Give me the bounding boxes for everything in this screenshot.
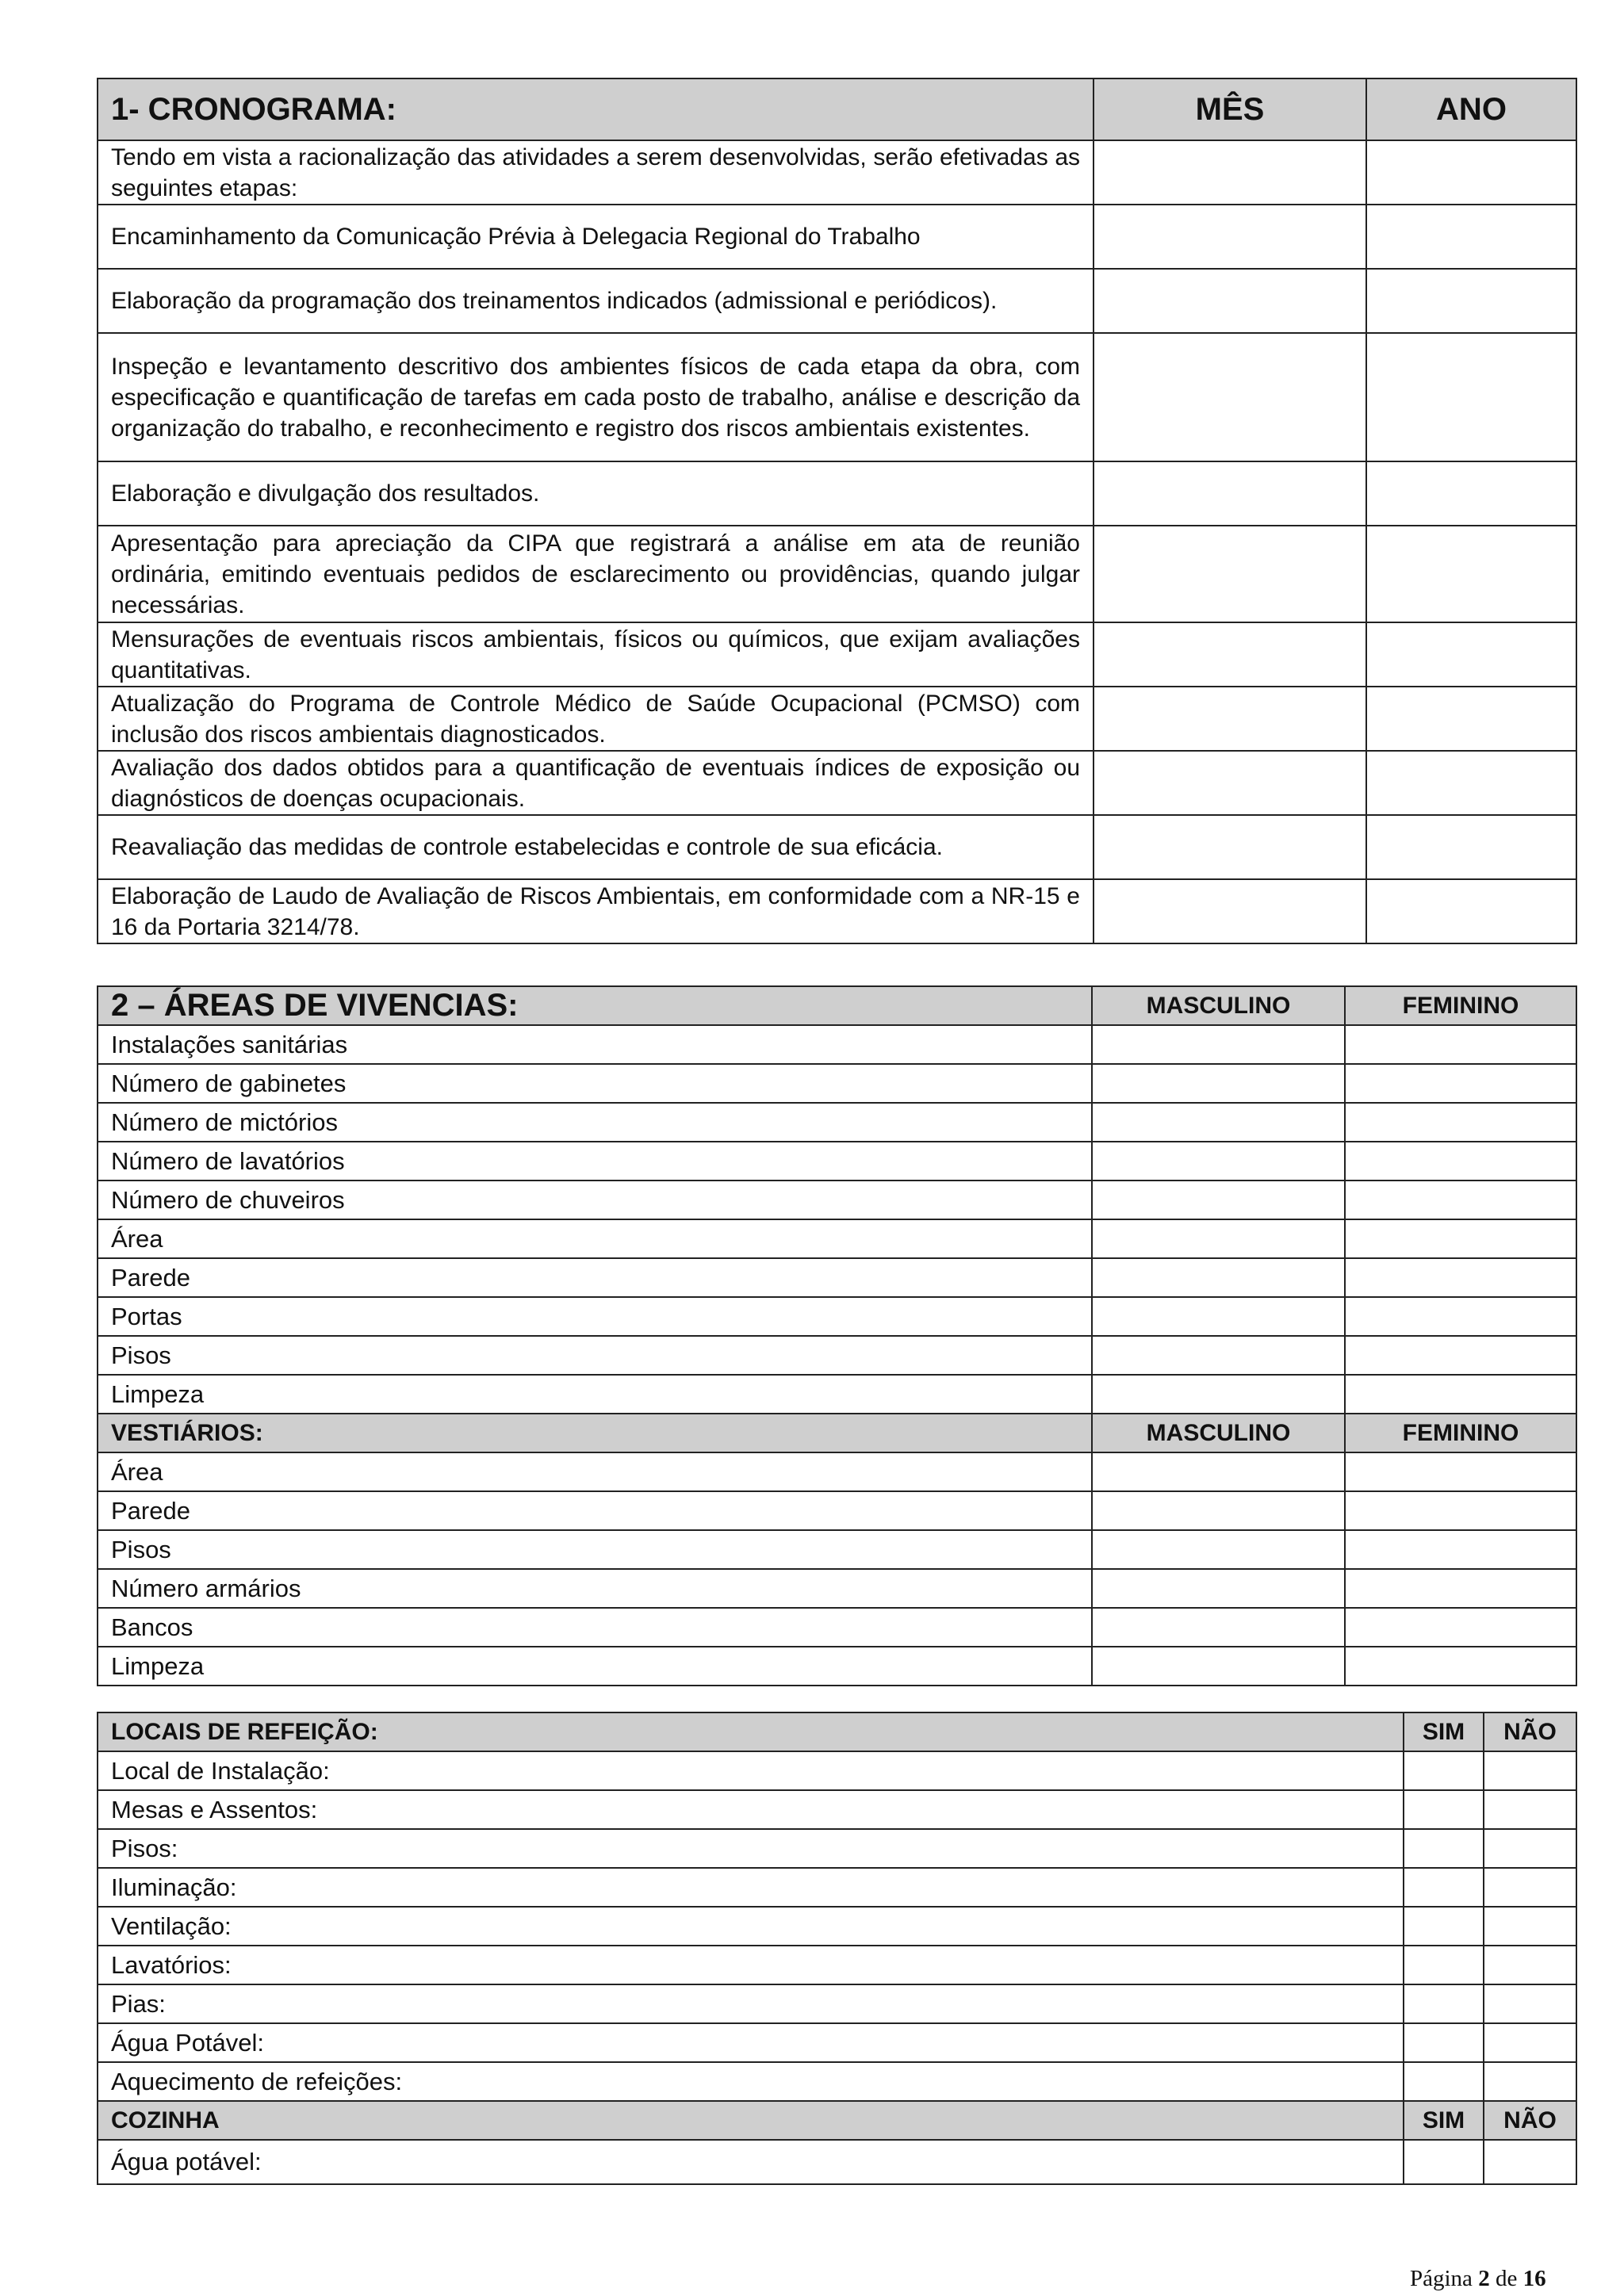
ano-cell[interactable] (1366, 140, 1576, 205)
table-row (98, 2023, 1576, 2062)
mes-cell[interactable] (1094, 879, 1366, 943)
mes-cell[interactable] (1094, 687, 1366, 751)
sim-cell[interactable] (1404, 2140, 1484, 2184)
table-row (98, 815, 1576, 879)
page-footer (1410, 2266, 1546, 2292)
refeicao-item: Lavatórios: (98, 1946, 1404, 1984)
ano-cell[interactable] (1366, 205, 1576, 269)
ano-cell[interactable] (1366, 622, 1576, 687)
nao-cell[interactable] (1484, 1946, 1576, 1984)
feminino-cell[interactable] (1345, 1452, 1576, 1491)
feminino-cell[interactable] (1345, 1608, 1576, 1647)
ano-cell[interactable] (1366, 815, 1576, 879)
masculino-cell[interactable] (1092, 1608, 1345, 1647)
masculino-cell[interactable] (1092, 1647, 1345, 1686)
refeicao-table (97, 1712, 1577, 2185)
table-row (98, 1297, 1576, 1336)
refeicao-item: Água Potável: (98, 2023, 1404, 2062)
col-feminino: FEMININO (1345, 986, 1576, 1025)
masculino-cell[interactable] (1092, 1064, 1345, 1103)
sim-cell[interactable] (1404, 1946, 1484, 1984)
feminino-cell[interactable] (1345, 1336, 1576, 1375)
cronograma-step: Atualização do Programa de Controle Médico de Saúde Ocupacional (PCMSO) com inclusão dos riscos ambientais diagnosticados. (98, 687, 1094, 751)
col-sim: SIM (1404, 2101, 1484, 2140)
feminino-cell[interactable] (1345, 1025, 1576, 1064)
footer-of: de (1495, 2266, 1518, 2291)
vestiario-item: Área (98, 1452, 1092, 1491)
feminino-cell[interactable] (1345, 1569, 1576, 1608)
feminino-cell[interactable] (1345, 1181, 1576, 1219)
table-row (98, 1530, 1576, 1569)
cozinha-header (98, 2101, 1576, 2140)
areas-title: 2 – ÁREAS DE VIVENCIAS: (98, 986, 1092, 1025)
cronograma-step: Elaboração de Laudo de Avaliação de Riscos Ambientais, em conformidade com a NR-15 e 16 da Portaria 3214/78. (98, 879, 1094, 943)
cronograma-step: Apresentação para apreciação da CIPA que registrará a análise em ata de reunião ordinária, emitindo eventuais pedidos de esclarecimento ou providências, quando julgar necessárias. (98, 526, 1094, 622)
col-mes: MÊS (1094, 78, 1366, 140)
table-row (98, 1181, 1576, 1219)
area-item: Número de mictórios (98, 1103, 1092, 1142)
mes-cell[interactable] (1094, 269, 1366, 333)
area-item: Limpeza (98, 1375, 1092, 1414)
table-row (98, 1064, 1576, 1103)
refeicao-title: LOCAIS DE REFEIÇÃO: (98, 1712, 1404, 1751)
table-row (98, 461, 1576, 526)
feminino-cell[interactable] (1345, 1297, 1576, 1336)
col-ano: ANO (1366, 78, 1576, 140)
col-sim: SIM (1404, 1712, 1484, 1751)
table-row (98, 1984, 1576, 2023)
feminino-cell[interactable] (1345, 1491, 1576, 1530)
nao-cell[interactable] (1484, 1790, 1576, 1829)
area-item: Área (98, 1219, 1092, 1258)
cronograma-step: Reavaliação das medidas de controle estabelecidas e controle de sua eficácia. (98, 815, 1094, 879)
total-pages: 16 (1522, 2266, 1546, 2291)
col-nao: NÃO (1484, 2101, 1576, 2140)
area-item: Número de lavatórios (98, 1142, 1092, 1181)
sim-cell[interactable] (1404, 1790, 1484, 1829)
table-row (98, 1829, 1576, 1868)
ano-cell[interactable] (1366, 333, 1576, 461)
col-masculino: MASCULINO (1092, 1414, 1345, 1452)
table-row (98, 1946, 1576, 1984)
vestiarios-title: VESTIÁRIOS: (98, 1414, 1092, 1452)
ano-cell[interactable] (1366, 751, 1576, 815)
table-row (98, 1219, 1576, 1258)
nao-cell[interactable] (1484, 2140, 1576, 2184)
area-item: Instalações sanitárias (98, 1025, 1092, 1064)
cozinha-item: Água potável: (98, 2140, 1404, 2184)
cronograma-header (98, 78, 1576, 140)
sim-cell[interactable] (1404, 2062, 1484, 2101)
table-row (98, 1790, 1576, 1829)
mes-cell[interactable] (1094, 461, 1366, 526)
table-row (98, 1569, 1576, 1608)
cozinha-title: COZINHA (98, 2101, 1404, 2140)
mes-cell[interactable] (1094, 333, 1366, 461)
nao-cell[interactable] (1484, 1751, 1576, 1790)
masculino-cell[interactable] (1092, 1142, 1345, 1181)
areas-header (98, 986, 1576, 1025)
table-row (98, 751, 1576, 815)
area-item: Número de gabinetes (98, 1064, 1092, 1103)
feminino-cell[interactable] (1345, 1064, 1576, 1103)
cronograma-step: Elaboração da programação dos treinamentos indicados (admissional e periódicos). (98, 269, 1094, 333)
mes-cell[interactable] (1094, 140, 1366, 205)
sim-cell[interactable] (1404, 2023, 1484, 2062)
refeicao-item: Pias: (98, 1984, 1404, 2023)
nao-cell[interactable] (1484, 1907, 1576, 1946)
refeicao-item: Pisos: (98, 1829, 1404, 1868)
feminino-cell[interactable] (1345, 1219, 1576, 1258)
table-row (98, 140, 1576, 205)
masculino-cell[interactable] (1092, 1569, 1345, 1608)
refeicao-item: Ventilação: (98, 1907, 1404, 1946)
sim-cell[interactable] (1404, 1907, 1484, 1946)
area-item: Portas (98, 1297, 1092, 1336)
sim-cell[interactable] (1404, 1751, 1484, 1790)
table-row (98, 269, 1576, 333)
table-row (98, 879, 1576, 943)
masculino-cell[interactable] (1092, 1375, 1345, 1414)
ano-cell[interactable] (1366, 461, 1576, 526)
col-nao: NÃO (1484, 1712, 1576, 1751)
table-row (98, 2062, 1576, 2101)
table-row (98, 333, 1576, 461)
refeicao-item: Mesas e Assentos: (98, 1790, 1404, 1829)
mes-cell[interactable] (1094, 622, 1366, 687)
vestiario-item: Bancos (98, 1608, 1092, 1647)
mes-cell[interactable] (1094, 751, 1366, 815)
area-item: Pisos (98, 1336, 1092, 1375)
mes-cell[interactable] (1094, 205, 1366, 269)
mes-cell[interactable] (1094, 815, 1366, 879)
table-row (98, 1336, 1576, 1375)
table-row (98, 1103, 1576, 1142)
ano-cell[interactable] (1366, 526, 1576, 622)
masculino-cell[interactable] (1092, 1103, 1345, 1142)
nao-cell[interactable] (1484, 2023, 1576, 2062)
feminino-cell[interactable] (1345, 1647, 1576, 1686)
vestiarios-header (98, 1414, 1576, 1452)
table-row (98, 687, 1576, 751)
masculino-cell[interactable] (1092, 1452, 1345, 1491)
table-row (98, 1608, 1576, 1647)
refeicao-header (98, 1712, 1576, 1751)
masculino-cell[interactable] (1092, 1219, 1345, 1258)
table-row (98, 1452, 1576, 1491)
table-row (98, 1025, 1576, 1064)
ano-cell[interactable] (1366, 687, 1576, 751)
feminino-cell[interactable] (1345, 1530, 1576, 1569)
nao-cell[interactable] (1484, 1868, 1576, 1907)
vestiario-item: Limpeza (98, 1647, 1092, 1686)
masculino-cell[interactable] (1092, 1491, 1345, 1530)
col-masculino: MASCULINO (1092, 986, 1345, 1025)
sim-cell[interactable] (1404, 1868, 1484, 1907)
refeicao-item: Aquecimento de refeições: (98, 2062, 1404, 2101)
table-row (98, 1491, 1576, 1530)
cronograma-step: Encaminhamento da Comunicação Prévia à Delegacia Regional do Trabalho (98, 205, 1094, 269)
sim-cell[interactable] (1404, 1984, 1484, 2023)
masculino-cell[interactable] (1092, 1336, 1345, 1375)
masculino-cell[interactable] (1092, 1297, 1345, 1336)
nao-cell[interactable] (1484, 2062, 1576, 2101)
feminino-cell[interactable] (1345, 1142, 1576, 1181)
vestiario-item: Número armários (98, 1569, 1092, 1608)
footer-prefix: Página (1410, 2266, 1473, 2291)
feminino-cell[interactable] (1345, 1103, 1576, 1142)
refeicao-item: Iluminação: (98, 1868, 1404, 1907)
table-row (98, 1647, 1576, 1686)
table-row (98, 526, 1576, 622)
table-row (98, 1868, 1576, 1907)
cronograma-step: Avaliação dos dados obtidos para a quantificação de eventuais índices de exposição ou diagnósticos de doenças ocupacionais. (98, 751, 1094, 815)
table-row (98, 2140, 1576, 2184)
masculino-cell[interactable] (1092, 1530, 1345, 1569)
nao-cell[interactable] (1484, 1829, 1576, 1868)
masculino-cell[interactable] (1092, 1258, 1345, 1297)
cronograma-table (97, 78, 1577, 944)
table-row (98, 1907, 1576, 1946)
mes-cell[interactable] (1094, 526, 1366, 622)
table-row (98, 1375, 1576, 1414)
cronograma-step: Elaboração e divulgação dos resultados. (98, 461, 1094, 526)
ano-cell[interactable] (1366, 269, 1576, 333)
col-feminino: FEMININO (1345, 1414, 1576, 1452)
area-item: Número de chuveiros (98, 1181, 1092, 1219)
refeicao-item: Local de Instalação: (98, 1751, 1404, 1790)
cronograma-step: Tendo em vista a racionalização das atividades a serem desenvolvidas, serão efetivadas as seguintes etapas: (98, 140, 1094, 205)
cronograma-step: Inspeção e levantamento descritivo dos ambientes físicos de cada etapa da obra, com especificação e quantificação de tarefas em cada posto de trabalho, análise e descrição da organização do trabalho, e reconhecimento e registro dos riscos ambientais existentes. (98, 333, 1094, 461)
feminino-cell[interactable] (1345, 1375, 1576, 1414)
current-page: 2 (1478, 2266, 1490, 2291)
table-row (98, 1751, 1576, 1790)
feminino-cell[interactable] (1345, 1258, 1576, 1297)
ano-cell[interactable] (1366, 879, 1576, 943)
areas-vivencia-table (97, 985, 1577, 1686)
table-row (98, 622, 1576, 687)
vestiario-item: Pisos (98, 1530, 1092, 1569)
masculino-cell[interactable] (1092, 1025, 1345, 1064)
area-item: Parede (98, 1258, 1092, 1297)
cronograma-step: Mensurações de eventuais riscos ambientais, físicos ou químicos, que exijam avaliações quantitativas. (98, 622, 1094, 687)
sim-cell[interactable] (1404, 1829, 1484, 1868)
nao-cell[interactable] (1484, 1984, 1576, 2023)
table-row (98, 1142, 1576, 1181)
table-row (98, 205, 1576, 269)
masculino-cell[interactable] (1092, 1181, 1345, 1219)
vestiario-item: Parede (98, 1491, 1092, 1530)
cronograma-title: 1- CRONOGRAMA: (98, 78, 1094, 140)
table-row (98, 1258, 1576, 1297)
